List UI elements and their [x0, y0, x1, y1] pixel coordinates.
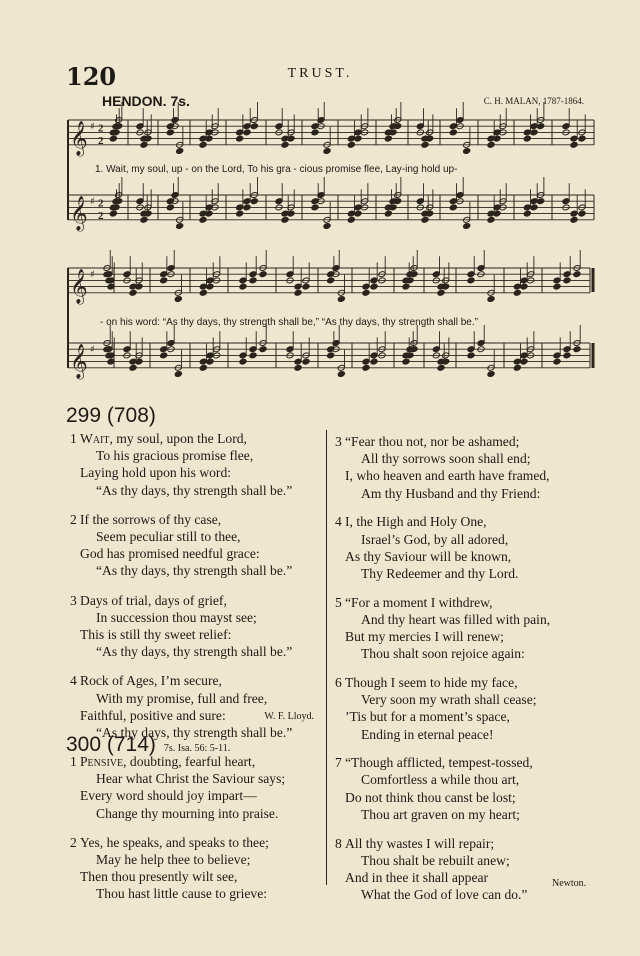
verse-line [80, 787, 285, 804]
note-head [370, 283, 378, 290]
time-signature: 2 [98, 122, 104, 135]
verse-line [80, 805, 285, 822]
stanza [70, 592, 293, 661]
note-head [573, 271, 581, 278]
note-head [573, 346, 581, 353]
note-head [160, 277, 168, 284]
stanza [335, 674, 550, 743]
note-head [520, 358, 528, 365]
hymn-300-right-verses [335, 433, 551, 915]
time-signature: 2 [98, 209, 104, 222]
line-text: Hear what Christ the Saviour says; [96, 771, 286, 787]
verse-line [80, 770, 285, 787]
line-text: ’Tis but for a moment’s space, [345, 709, 510, 725]
note-head [243, 204, 251, 211]
note-head [239, 283, 247, 290]
line-text: Do not think thou canst be lost; [345, 789, 516, 805]
line-text: Though I seem to hide my face, [345, 674, 518, 690]
verse-line: 2 Yes, he speaks, and speaks to thee; [70, 834, 269, 850]
line-text: “Fear thou not, nor be ashamed; [345, 434, 520, 449]
note-head [537, 198, 545, 205]
verse-line: 3 Days of trial, days of grief, [70, 592, 227, 608]
note-head [323, 148, 331, 155]
verse-line [345, 611, 550, 628]
key-signature-icon: ♯ [90, 344, 95, 356]
verse-line [80, 851, 285, 868]
verse-line [345, 548, 550, 565]
line-text: Faithful, positive and sure: [80, 707, 226, 723]
note-head [302, 358, 310, 365]
note-head [354, 210, 362, 217]
note-head [236, 210, 244, 217]
stanza [335, 835, 550, 904]
verse-line [345, 708, 550, 725]
note-head [199, 364, 207, 371]
line-text: Thou shalt be rebuilt anew; [361, 852, 510, 868]
note-head [311, 204, 319, 211]
running-head: TRUST. [287, 66, 353, 81]
note-head [463, 223, 471, 230]
verse-line [80, 545, 292, 562]
verse-line: 5 “For a moment I withdrew, [335, 594, 493, 610]
line-text: Every word should joy impart— [80, 788, 257, 804]
note-head [294, 364, 302, 371]
note-head [206, 358, 214, 365]
note-head [384, 210, 392, 217]
stanza [335, 433, 550, 502]
verse-line [345, 789, 550, 806]
verse-line: 1 Wait, my soul, upon the Lord, [70, 431, 247, 446]
note-head [236, 135, 244, 142]
column-divider [326, 430, 327, 885]
note-head [109, 135, 117, 142]
verse-line [345, 467, 550, 484]
line-text: And thy heart was filled with pain, [361, 611, 551, 627]
note-head [523, 135, 531, 142]
composer-credit: C. H. MALAN, 1787-1864. [483, 96, 584, 106]
note-head [166, 204, 174, 211]
stanza [335, 754, 550, 823]
line-text: Very soon my wrath shall cease; [361, 692, 537, 708]
verse-line [345, 531, 550, 548]
line-text: I, who heaven and earth have framed, [345, 468, 550, 484]
page-number: 120 [66, 62, 117, 91]
note-head [463, 148, 471, 155]
line-text: Ending in eternal peace! [361, 726, 494, 742]
note-head [249, 352, 257, 359]
note-head [243, 129, 251, 136]
note-head [530, 129, 538, 136]
line-text: Israel’s God, by all adored, [361, 531, 509, 547]
note-head [337, 371, 345, 378]
note-head [362, 364, 370, 371]
note-head [537, 123, 545, 130]
note-head [302, 283, 310, 290]
stanza [335, 513, 550, 582]
first-word: Wait, [80, 431, 113, 446]
verse-line [80, 707, 292, 724]
verse-line [80, 447, 292, 464]
verse-line [80, 626, 292, 643]
note-head [176, 148, 184, 155]
line-text: my soul, upon the Lord, [112, 431, 247, 446]
verse-line [80, 528, 292, 545]
note-head [250, 123, 258, 130]
line-text: All thy sorrows soon shall end; [361, 451, 531, 467]
note-head [281, 216, 289, 223]
note-head [140, 141, 148, 148]
note-head [563, 352, 571, 359]
verse-line [345, 869, 550, 886]
note-head [578, 210, 586, 217]
hymn-300-author: Newton. [552, 878, 587, 889]
stanza [70, 834, 285, 903]
line-text: Seem peculiar still to thee, [96, 529, 241, 545]
verse-line: 6 Though I seem to hide my face, [335, 674, 518, 690]
hymn-300-left-verses [70, 753, 286, 915]
first-word: Pensive, [80, 754, 127, 769]
note-head [513, 364, 521, 371]
verse-line [80, 482, 292, 499]
stanza [335, 594, 551, 663]
note-head [166, 129, 174, 136]
hymn-number-299: 299 (708) [66, 404, 156, 427]
verse-line [80, 868, 285, 885]
note-head [199, 141, 207, 148]
note-head [553, 358, 561, 365]
note-head [129, 364, 137, 371]
verse-line: 4 I, the High and Holy One, [335, 514, 487, 530]
note-head [327, 352, 335, 359]
verse-line [80, 464, 292, 481]
stanza [70, 672, 293, 741]
line-text: doubting, fearful heart, [126, 754, 256, 769]
note-head [337, 296, 345, 303]
note-head [311, 129, 319, 136]
line-text: Change thy mourning into praise. [96, 805, 279, 821]
verse-line [345, 628, 550, 645]
note-head [259, 346, 267, 353]
line-text: “Though afflicted, tempest-tossed, [345, 755, 533, 771]
line-text: Laying hold upon his word: [80, 465, 232, 481]
clef-icon: 𝄞 [70, 343, 88, 379]
note-head [140, 216, 148, 223]
note-head [520, 283, 528, 290]
note-head [281, 141, 289, 148]
verse-line [345, 450, 550, 467]
note-head [323, 223, 331, 230]
line-text: All thy wastes I will repair; [345, 835, 495, 851]
line-text: I, the High and Holy One, [345, 514, 487, 530]
note-head [530, 204, 538, 211]
note-head [174, 371, 182, 378]
line-text: Days of trial, days of grief, [80, 592, 227, 608]
line-text: Thy Redeemer and thy Lord. [361, 565, 519, 581]
note-head [109, 210, 117, 217]
note-head [259, 271, 267, 278]
verse-line [345, 806, 550, 823]
verse-line [345, 852, 550, 869]
note-head [174, 296, 182, 303]
clef-icon: 𝄞 [70, 268, 88, 304]
line-text: Thou shalt soon rejoice again: [361, 646, 525, 662]
note-head [176, 223, 184, 230]
note-head [347, 141, 355, 148]
hymn-299-verses [70, 430, 293, 753]
line-text: What the God of love can do.” [361, 887, 528, 903]
hymn-299-author: W. F. Lloyd. [264, 711, 314, 722]
line-text: This is still thy sweet relief: [80, 627, 232, 643]
note-head [294, 289, 302, 296]
line-text: Then thou presently wilt see, [80, 869, 238, 885]
tune-name: HENDON. 7s. [102, 93, 190, 109]
hymn-300-meter: 7s. Isa. 56: 5-11. [163, 743, 231, 754]
note-head [249, 277, 257, 284]
note-head [384, 135, 392, 142]
verse-line [80, 609, 292, 626]
clef-icon: 𝄞 [70, 120, 88, 156]
clef-icon: 𝄞 [70, 195, 88, 231]
note-head [437, 289, 445, 296]
line-text: “For a moment I withdrew, [345, 594, 493, 610]
line-text: But my mercies I will renew; [345, 629, 504, 645]
verse-line: 8 All thy wastes I will repair; [335, 835, 495, 851]
verse-line: 3 “Fear thou not, nor be ashamed; [335, 434, 520, 449]
note-head [578, 135, 586, 142]
time-signature: 2 [98, 134, 104, 147]
hymn-300-number: 300 (714) [66, 733, 156, 756]
note-head [327, 277, 335, 284]
verse-line [345, 485, 550, 502]
note-head [563, 277, 571, 284]
note-head [421, 216, 429, 223]
music-lyric-line-2: - on his word: “As thy days, thy strength shall be,” “As thy days, thy strength shall be.” [100, 317, 478, 328]
verse-line [80, 690, 292, 707]
verse-line [345, 691, 550, 708]
stanza [70, 430, 293, 499]
verse-line [80, 562, 292, 579]
note-head [421, 141, 429, 148]
note-head [402, 358, 410, 365]
line-text: Am thy Husband and thy Friend: [361, 485, 541, 501]
note-head [513, 289, 521, 296]
note-head [370, 358, 378, 365]
verse-line: 1 Pensive, doubting, fearful heart, [70, 754, 256, 769]
note-head [570, 141, 578, 148]
music-lyric-line-1: 1. Wait, my soul, up - on the Lord, To his gra - cious promise flee, Lay-ing hold up- [95, 164, 458, 175]
line-text: “As thy days, thy strength shall be.” [96, 482, 293, 498]
line-text: And in thee it shall appear [345, 869, 489, 885]
note-head [362, 289, 370, 296]
music-score [0, 0, 640, 390]
key-signature-icon: ♯ [90, 269, 95, 281]
line-text: “As thy days, thy strength shall be.” [96, 563, 293, 579]
line-text: Thou art graven on my heart; [361, 806, 520, 822]
line-text: May he help thee to believe; [96, 852, 251, 868]
note-head [449, 129, 457, 136]
line-text: Thou hast little cause to grieve: [96, 886, 268, 902]
note-head [206, 283, 214, 290]
line-text: “As thy days, thy strength shall be.” [96, 725, 293, 741]
note-head [449, 204, 457, 211]
line-text: Comfortless a while thou art, [361, 772, 520, 788]
stanza [70, 511, 293, 580]
note-head [160, 352, 168, 359]
verse-line [345, 565, 550, 582]
note-head [199, 216, 207, 223]
line-text: If the sorrows of thy case, [80, 511, 222, 527]
verse-line [345, 886, 550, 903]
note-head [487, 371, 495, 378]
stanza [70, 753, 286, 822]
line-text: God has promised needful grace: [80, 546, 260, 562]
verse-line [345, 645, 550, 662]
time-signature: 2 [98, 197, 104, 210]
note-head [347, 216, 355, 223]
note-head [487, 141, 495, 148]
note-head [199, 289, 207, 296]
note-head [129, 289, 137, 296]
line-text: In succession thou mayst see; [96, 609, 257, 625]
note-head [354, 135, 362, 142]
verse-line [345, 726, 550, 743]
line-text: To his gracious promise flee, [96, 448, 254, 464]
note-head [487, 296, 495, 303]
note-head [467, 352, 475, 359]
verse-line [80, 643, 292, 660]
line-text: With my promise, full and free, [96, 690, 268, 706]
note-head [239, 358, 247, 365]
note-head [250, 198, 258, 205]
line-text: Yes, he speaks, and speaks to thee; [80, 834, 269, 850]
note-head [553, 283, 561, 290]
verse-line: 4 Rock of Ages, I’m secure, [70, 673, 222, 689]
note-head [570, 216, 578, 223]
line-text: Rock of Ages, I’m secure, [80, 673, 222, 689]
note-head [402, 283, 410, 290]
key-signature-icon: ♯ [90, 121, 95, 133]
line-text: “As thy days, thy strength shall be.” [96, 644, 293, 660]
note-head [437, 364, 445, 371]
note-head [467, 277, 475, 284]
note-head [487, 216, 495, 223]
key-signature-icon: ♯ [90, 196, 95, 208]
note-head [523, 210, 531, 217]
verse-line [80, 885, 285, 902]
line-text: As thy Saviour will be known, [345, 548, 512, 564]
verse-line: 2 If the sorrows of thy case, [70, 511, 222, 527]
verse-line: 7 “Though afflicted, tempest-tossed, [335, 755, 533, 771]
verse-line [345, 771, 550, 788]
